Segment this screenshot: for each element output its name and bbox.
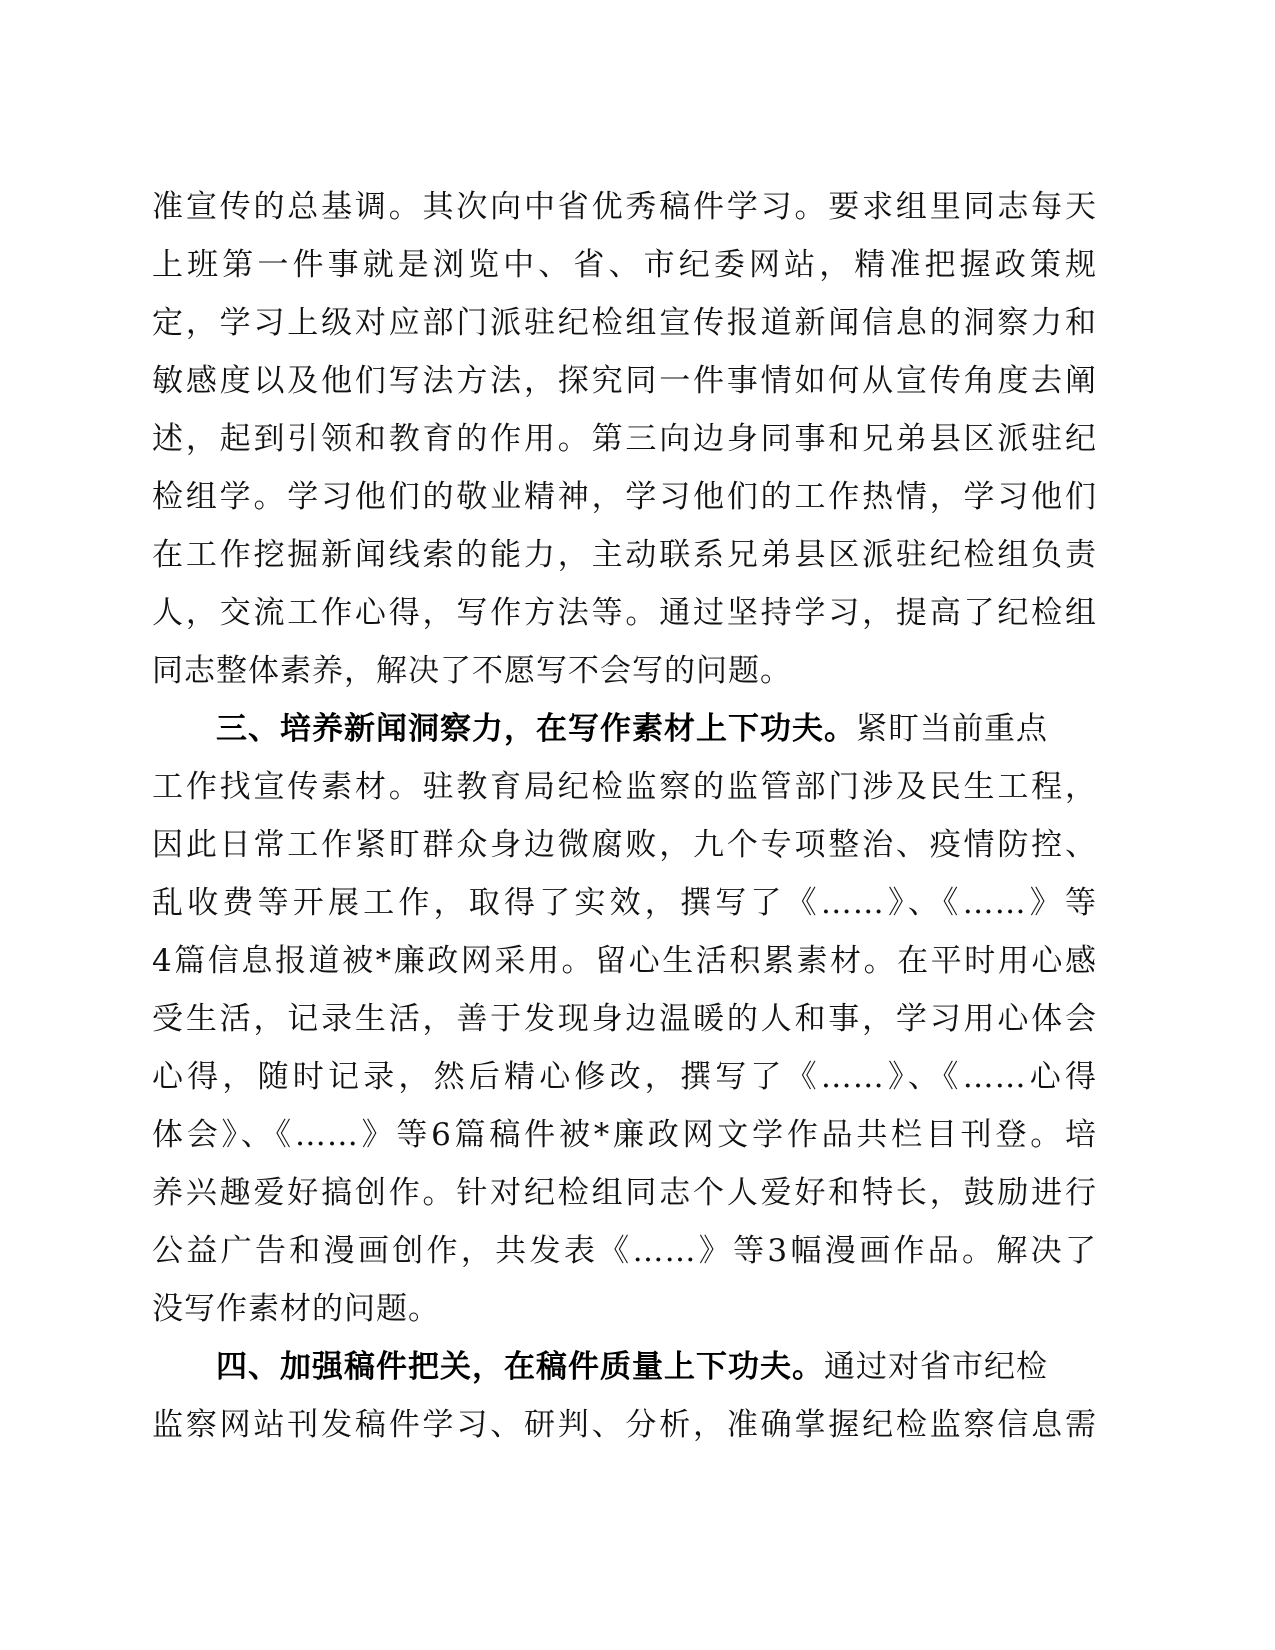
text-line: 受生活，记录生活，善于发现身边温暖的人和事，学习用心体会 — [152, 1001, 1097, 1037]
text-line: 因此日常工作紧盯群众身边微腐败，九个专项整治、疫情防控、 — [152, 827, 1097, 863]
text-line: 4篇信息报道被*廉政网采用。留心生活积累素材。在平时用心感 — [152, 943, 1097, 979]
section-3-first-line — [152, 700, 1097, 758]
text-line: 公益广告和漫画创作，共发表《……》等3幅漫画作品。解决了 — [152, 1233, 1097, 1269]
text-line: 乱收费等开展工作，取得了实效，撰写了《……》、《……》等 — [152, 885, 1097, 921]
text-line: 述，起到引领和教育的作用。第三向边身同事和兄弟县区派驻纪 — [152, 421, 1097, 457]
document-body — [152, 178, 1097, 1454]
section-3-lead-text: 紧盯当前重点 — [856, 711, 1048, 747]
section-3-heading: 三、培养新闻洞察力，在写作素材上下功夫。 — [216, 711, 856, 747]
text-line: 定，学习上级对应部门派驻纪检组宣传报道新闻信息的洞察力和 — [152, 305, 1097, 341]
text-line: 没写作素材的问题。 — [152, 1291, 440, 1327]
text-line: 敏感度以及他们写法方法，探究同一件事情如何从宣传角度去阐 — [152, 363, 1097, 399]
text-line: 人，交流工作心得，写作方法等。通过坚持学习，提高了纪检组 — [152, 595, 1097, 631]
text-line: 上班第一件事就是浏览中、省、市纪委网站，精准把握政策规 — [152, 247, 1097, 283]
text-line: 体会》、《……》等6篇稿件被*廉政网文学作品共栏目刊登。培 — [152, 1117, 1097, 1153]
text-line: 同志整体素养，解决了不愿写不会写的问题。 — [152, 653, 792, 689]
section-4-heading: 四、加强稿件把关，在稿件质量上下功夫。 — [216, 1349, 824, 1385]
text-line: 心得，随时记录，然后精心修改，撰写了《……》、《……心得 — [152, 1059, 1097, 1095]
section-4-first-line — [152, 1338, 1097, 1396]
section-4-lead-text: 通过对省市纪检 — [824, 1349, 1048, 1385]
text-line: 在工作挖掘新闻线索的能力，主动联系兄弟县区派驻纪检组负责 — [152, 537, 1097, 573]
text-line: 工作找宣传素材。驻教育局纪检监察的监管部门涉及民生工程， — [152, 769, 1097, 805]
text-line: 养兴趣爱好搞创作。针对纪检组同志个人爱好和特长，鼓励进行 — [152, 1175, 1097, 1211]
text-line: 准宣传的总基调。其次向中省优秀稿件学习。要求组里同志每天 — [152, 189, 1097, 225]
text-line: 检组学。学习他们的敬业精神，学习他们的工作热情，学习他们 — [152, 479, 1097, 515]
text-line: 监察网站刊发稿件学习、研判、分析，准确掌握纪检监察信息需 — [152, 1407, 1097, 1443]
